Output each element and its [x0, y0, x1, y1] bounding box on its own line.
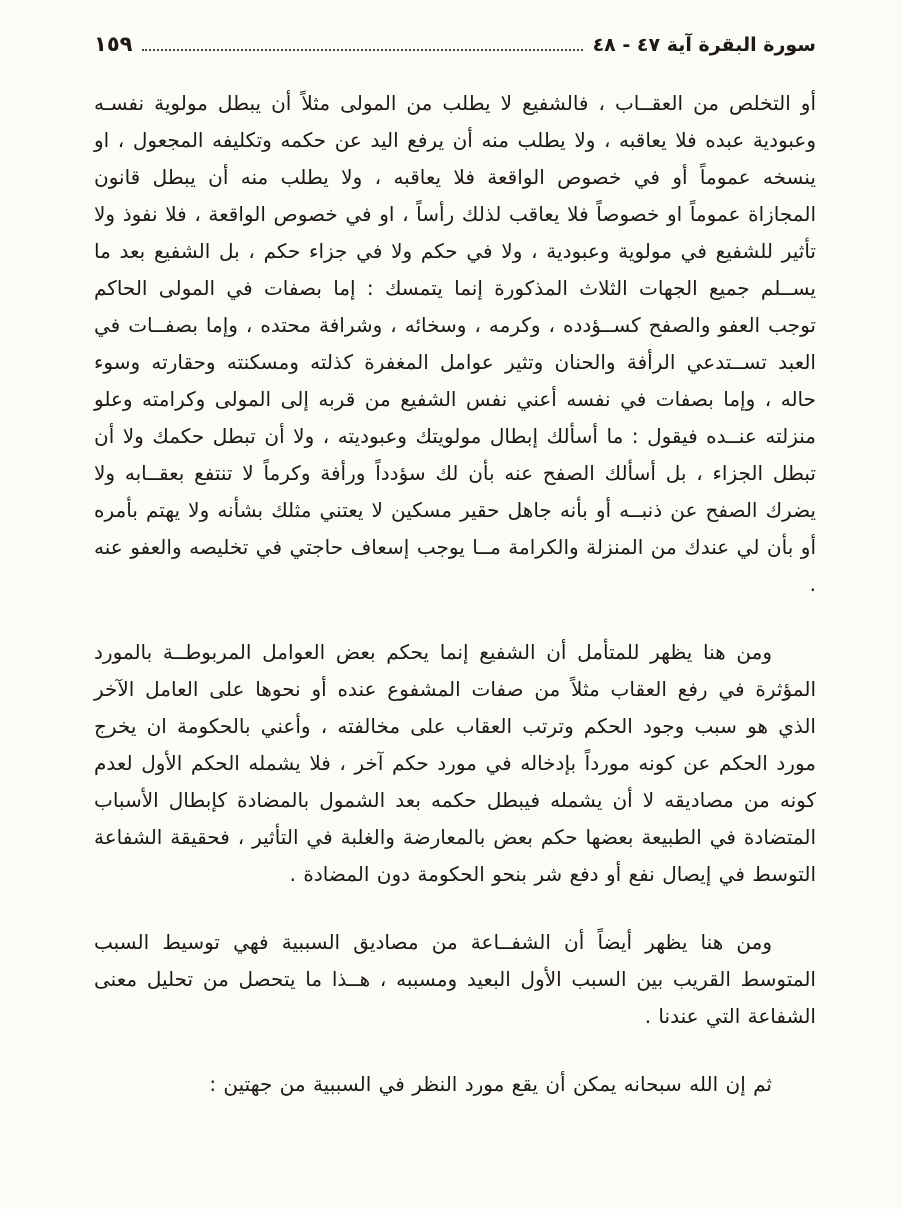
page-number: ١٥٩ [94, 32, 133, 56]
chapter-verse-title: سورة البقرة آية ٤٧ - ٤٨ [592, 34, 816, 56]
page-header [94, 34, 816, 55]
paragraph-3: ومن هنا يظهر أيضاً أن الشفــاعة من مصاديق السببية فهي توسيط السبب المتوسط القريب بين السبب الأول البعيد ومسببه ، هــذا ما يتحصل من تحليل معنى الشفاعة التي عندنا . [94, 930, 816, 1028]
header-dotted-rule [142, 49, 582, 51]
paragraph-1: أو التخلص من العقــاب ، فالشفيع لا يطلب من المولى مثلاً أن يبطل مولوية نفسـه وعبودية عبده فلا يعاقبه ، ولا يطلب منه أن يرفع اليد عن حكمه وتكليفه المجعول ، او ينسخه عموماً أو في خصوص الواقعة فلا يعاقبه ، ولا يطلب منه أن يبطل قانون المجازاة عموماً او خصوصاً فلا يعاقب لذلك رأساً ، او في خصوص الواقعة ، فلا نفوذ ولا تأثير للشفيع في مولوية وعبودية ، ولا في حكم ولا في جزاء حكم ، بل الشفيع بعد ما يســلم جميع الجهات الثلاث المذكورة إنما يتمسك : إما بصفات في المولى الحاكم توجب العفو والصفح كســؤدده ، وكرمه ، وسخائه ، وشرافة محتده ، وإما بصفــات في العبد تســتدعي الرأفة والحنان وتثير عوامل المغفرة كذلته ومسكنته وحقارته وسوء حاله ، وإما بصفات في نفسه أعني نفس الشفيع من قربه إلى المولى وكرامته وعلو منزلته عنــده فيقول : ما أسألك إبطال مولويتك وعبوديته ، ولا أن تبطل حكمك ولا أن تبطل الجزاء ، بل أسألك الصفح عنه بأن لك سؤدداً ورأفة وكرماً لا تنتفع بعقــابه ولا يضرك الصفح عن ذنبــه أو بأنه جاهل حقير مسكين لا يعتني مثلك بشأنه ولا يهتم بأمره أو بأن لي عندك من المنزلة والكرامة مــا يوجب إسعاف حاجتي في تخليصه والعفو عنه . [94, 91, 816, 596]
paragraph-4: ثم إن الله سبحانه يمكن أن يقع مورد النظر في السببية من جهتين : [209, 1072, 772, 1096]
page-body [94, 85, 816, 1103]
paragraph-2: ومن هنا يظهر للمتأمل أن الشفيع إنما يحكم بعض العوامل المربوطــة بالمورد المؤثرة في رفع العقاب مثلاً من صفات المشفوع عنده أو نحوها على العامل الآخر الذي هو سبب وجود الحكم وترتب العقاب على مخالفته ، وأعني بالحكومة ان يخرج مورد الحكم عن كونه مورداً بإدخاله في مورد حكم آخر ، فلا يشمله الحكم الأول لعدم كونه من مصاديقه لا أن يشمله فيبطل حكمه بعد الشمول بالمضادة كإبطال الأسباب المتضادة في الطبيعة بعضها حكم بعض بالمعارضة والغلبة في التأثير ، فحقيقة الشفاعة التوسط في إيصال نفع أو دفع شر بنحو الحكومة دون المضادة . [94, 640, 816, 886]
